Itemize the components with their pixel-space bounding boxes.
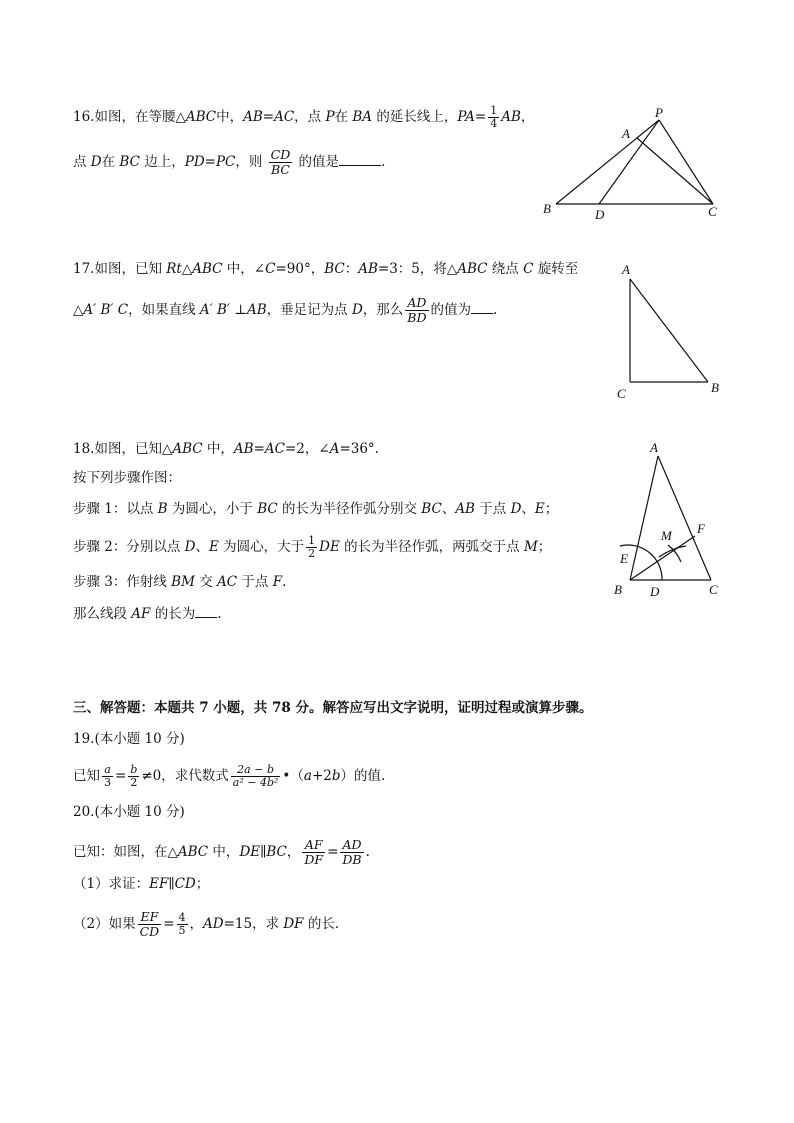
q20-part2: （2）如果 $\frac{EF}{CD}$ = $\frac{4}{5}$ ，AD=15，求 DF 的长. (73, 909, 340, 939)
label-c: C (708, 204, 717, 219)
fraction-one-quarter: $\frac{1}{4}$ (490, 104, 498, 130)
q16-line1: 16.如图，在等腰△ABC中，AB=AC，点 P在 BA 的延长线上，PA= $\frac{1}{4}$ AB， (73, 104, 535, 130)
label-b: B (614, 582, 622, 597)
fraction-four-fifths: $\frac{4}{5}$ (178, 911, 186, 937)
q18-line3: 步骤 1：以点 B 为圆心，小于 BC 的长为半径作弧分别交 BC、AB 于点 D、E； (73, 501, 559, 517)
q20-head: 20.(本小题 10 分) (73, 804, 185, 820)
q18-line5: 步骤 3：作射线 BM 交 AC 于点 F. (73, 574, 287, 590)
q20-body: 已知：如图，在△ABC 中，DE∥BC， $\frac{AF}{DF}$ = $\frac{AD}{DB}$ . (73, 837, 370, 867)
label-d: D (650, 584, 660, 599)
label-m: M (661, 528, 672, 543)
q17-line2: △A′ B′ C，如果直线 A′ B′ ⊥AB，垂足记为点 D，那么 $\frac{AD}{BD}$ 的值为 . (73, 295, 498, 325)
q18-line6: 那么线段 AF 的长为 . (73, 606, 222, 622)
fraction-one-half: $\frac{1}{2}$ (308, 534, 316, 560)
label-f: F (697, 521, 705, 536)
label-c: C (617, 386, 626, 401)
q18-line1: 18.如图，已知△ABC 中，AB=AC=2，∠A=36°. (73, 441, 379, 457)
fraction-af-over-df: $\frac{AF}{DF}$ (304, 837, 324, 867)
q18-line4: 步骤 2：分别以点 D、E 为圆心，大于 $\frac{1}{2}$ DE 的长为半径作弧，两弧交于点 M； (73, 534, 552, 560)
q18-line2: 按下列步骤作图： (73, 470, 181, 486)
q20-part1: （1）求证：EF∥CD； (73, 876, 210, 892)
label-p: P (655, 105, 663, 120)
label-a: A (650, 440, 658, 455)
q16-line2: 点 D在 BC 边上，PD=PC，则 $\frac{CD}{BC}$ 的值是 . (73, 147, 386, 177)
label-e: E (620, 551, 628, 566)
label-a: A (622, 262, 630, 277)
label-a: A (622, 126, 630, 141)
fraction-cd-over-bc: $\frac{CD}{BC}$ (270, 147, 291, 177)
label-b: B (543, 201, 551, 216)
label-b: B (711, 380, 719, 395)
fraction-a-over-3: $\frac{a}{3}$ (104, 763, 111, 789)
fraction-ad-over-db: $\frac{AD}{DB}$ (342, 837, 362, 867)
q17-line1: 17.如图，已知 Rt△ABC 中，∠C=90°，BC：AB=3：5，将△ABC 绕点 C 旋转至 (73, 261, 579, 277)
fraction-b-over-2: $\frac{b}{2}$ (130, 763, 138, 789)
fraction-ad-over-bd: $\frac{AD}{BD}$ (407, 295, 427, 325)
fraction-ef-over-cd: $\frac{EF}{CD}$ (139, 909, 160, 939)
section-3-heading: 三、解答题：本题共 7 小题，共 78 分。解答应写出文字说明，证明过程或演算步骤。 (73, 700, 593, 716)
label-d: D (595, 207, 605, 222)
q19-head: 19.(本小题 10 分) (73, 731, 185, 747)
label-c: C (709, 582, 718, 597)
q19-body: 已知 $\frac{a}{3}$ = $\frac{b}{2}$ ≠0，求代数式 $\frac{2a - b}{\text{a² − 4b²}}$ •（a+2b）的值. (73, 763, 386, 789)
fraction-expression: $\frac{2a - b}{\text{a² − 4b²}}$ (232, 763, 279, 789)
